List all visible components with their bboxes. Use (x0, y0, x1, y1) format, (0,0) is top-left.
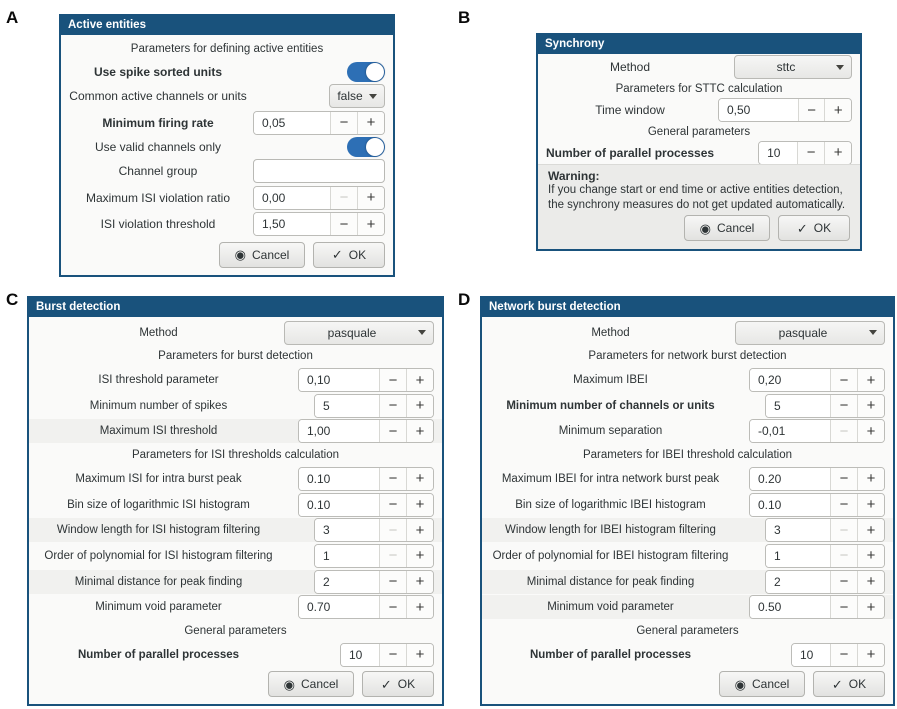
spin-widget (735, 518, 885, 542)
form-row (37, 321, 434, 345)
spin-widget (735, 570, 885, 594)
checkmark-icon: ✓ (796, 220, 808, 236)
spin-widget (735, 643, 885, 667)
decrement-button[interactable]: − (831, 644, 858, 666)
field-label: Order of polynomial for IBEI histogram filtering (492, 549, 729, 562)
field-label: Minimum separation (558, 425, 663, 438)
spinbox[interactable] (749, 493, 885, 517)
form-row (37, 368, 434, 392)
form-row (546, 79, 852, 99)
cancel-label: Cancel (716, 221, 755, 235)
spin-value[interactable]: 2 (766, 571, 831, 593)
form-row (29, 570, 442, 594)
form-row (482, 595, 893, 619)
decrement-button[interactable]: − (831, 494, 858, 516)
toggle-knob (366, 63, 384, 81)
figure-label-c: C (6, 290, 19, 309)
section-header: General parameters (184, 624, 287, 637)
field-label: Minimum void parameter (547, 601, 674, 614)
dialog-title: Active entities (61, 16, 393, 35)
form-row (490, 346, 885, 366)
ok-label: OK (848, 677, 867, 692)
field-label: Use spike sorted units (93, 64, 223, 79)
cancel-icon: ◉ (283, 676, 295, 692)
spinbox[interactable] (791, 643, 885, 667)
warning-title: Warning: (548, 169, 600, 184)
field-label: Maximum ISI violation ratio (85, 190, 231, 205)
increment-button[interactable]: + (358, 112, 384, 134)
form-row (69, 186, 385, 210)
form-row (490, 544, 885, 568)
field-label: Minimum number of channels or units (506, 399, 715, 412)
dropdown-widget (718, 55, 852, 79)
spinbox[interactable] (314, 570, 434, 594)
field-label: Number of parallel processes (546, 145, 715, 160)
spin-value[interactable]: 0,00 (254, 187, 331, 209)
spinbox[interactable] (749, 467, 885, 491)
form-row (490, 419, 885, 443)
field-label: Method (591, 326, 630, 339)
decrement-button[interactable]: − (831, 468, 858, 490)
increment-button[interactable]: + (858, 468, 884, 490)
spin-widget (284, 368, 434, 392)
spin-value[interactable]: 0,50 (719, 99, 799, 121)
dropdown-widget (284, 321, 434, 345)
field-label: Use valid channels only (94, 139, 222, 154)
cancel-icon: ◉ (734, 676, 746, 692)
ok-button[interactable] (313, 242, 385, 268)
ok-label: OK (813, 221, 832, 235)
decrement-button[interactable]: − (380, 468, 407, 490)
spin-widget (735, 544, 885, 568)
field-label: Minimum number of spikes (89, 399, 228, 412)
decrement-button[interactable]: − (380, 369, 407, 391)
warning-footer (538, 164, 860, 249)
spinbox[interactable] (314, 544, 434, 568)
text-widget (251, 159, 385, 183)
cancel-button[interactable] (684, 215, 770, 241)
spinbox[interactable] (749, 419, 885, 443)
dropdown-value: pasquale (327, 325, 377, 340)
spin-value[interactable]: 3 (315, 519, 380, 541)
dropdown-widget (251, 84, 385, 108)
chevron-down-icon (869, 330, 877, 335)
decrement-button[interactable]: − (799, 99, 826, 121)
decrement-button[interactable]: − (380, 596, 407, 618)
cancel-icon: ◉ (699, 220, 711, 236)
dialog-button-row (548, 212, 850, 244)
section-header: Parameters for STTC calculation (615, 82, 783, 95)
spin-widget (284, 493, 434, 517)
field-label: Method (609, 60, 651, 75)
spinbox[interactable] (758, 141, 852, 165)
increment-button[interactable]: + (407, 644, 433, 666)
spin-widget (251, 212, 385, 236)
form-row (37, 445, 434, 465)
dialog-active-entities (59, 14, 395, 277)
cancel-label: Cancel (251, 247, 290, 262)
ok-button[interactable] (778, 215, 850, 241)
toggle-widget (251, 137, 385, 157)
dropdown-value: pasquale (778, 325, 828, 340)
spin-widget (718, 141, 852, 165)
figure-label-a: A (6, 8, 19, 27)
increment-button[interactable]: + (407, 468, 433, 490)
section-header: Parameters for ISI thresholds calculation (131, 449, 340, 462)
spin-value[interactable]: 5 (315, 395, 380, 417)
increment-button[interactable]: + (858, 545, 884, 567)
channel-group-input[interactable] (253, 159, 385, 183)
dialog-button-row (37, 668, 434, 700)
dropdown[interactable] (734, 55, 852, 79)
toggle-knob (366, 138, 384, 156)
dialog-burst-detection (27, 296, 444, 706)
field-label: Window length for ISI histogram filtering (56, 524, 261, 537)
spinbox[interactable] (718, 98, 852, 122)
spinbox[interactable] (749, 595, 885, 619)
toggle-widget (251, 62, 385, 82)
spinbox[interactable] (298, 595, 434, 619)
spin-value[interactable]: 10 (759, 142, 798, 164)
cancel-button[interactable] (219, 242, 305, 268)
form-row (37, 621, 434, 641)
form-row (69, 84, 385, 108)
ok-label: OK (397, 677, 416, 692)
field-label: Minimal distance for peak finding (526, 575, 695, 588)
increment-button[interactable]: + (407, 420, 433, 442)
increment-button[interactable]: + (358, 187, 384, 209)
dialog-content (29, 317, 442, 704)
form-row (490, 321, 885, 345)
form-row (490, 445, 885, 465)
form-row (490, 621, 885, 641)
chevron-down-icon (836, 65, 844, 70)
dialog-button-row (490, 668, 885, 700)
spin-value[interactable]: 0.20 (750, 468, 831, 490)
spin-value[interactable]: 1 (315, 545, 380, 567)
form-row (29, 419, 442, 443)
dialog-button-row (69, 239, 385, 271)
decrement-button: − (331, 187, 358, 209)
form-row (37, 493, 434, 517)
checkmark-icon: ✓ (831, 676, 843, 692)
spin-value[interactable]: 0.70 (299, 596, 380, 618)
decrement-button[interactable]: − (380, 644, 407, 666)
spinbox[interactable] (765, 518, 885, 542)
increment-button[interactable]: + (825, 99, 851, 121)
decrement-button[interactable]: − (798, 142, 825, 164)
spinbox[interactable] (298, 493, 434, 517)
form-row (482, 518, 893, 542)
spin-widget (284, 643, 434, 667)
field-label: Number of parallel processes (77, 648, 240, 661)
dropdown[interactable] (735, 321, 885, 345)
increment-button[interactable]: + (407, 369, 433, 391)
spin-widget (284, 544, 434, 568)
dialog-network-burst-detection (480, 296, 895, 706)
increment-button[interactable]: + (858, 519, 884, 541)
spin-value[interactable]: 2 (315, 571, 380, 593)
form-row (37, 346, 434, 366)
increment-button[interactable]: + (858, 644, 884, 666)
spinbox[interactable] (765, 544, 885, 568)
field-label: Method (139, 326, 178, 339)
cancel-icon: ◉ (234, 247, 246, 263)
decrement-button: − (831, 545, 858, 567)
field-label: Bin size of logarithmic IBEI histogram (515, 498, 706, 511)
chevron-down-icon (369, 94, 377, 99)
increment-button[interactable]: + (858, 395, 884, 417)
spin-value[interactable]: 3 (766, 519, 831, 541)
checkmark-icon: ✓ (380, 676, 392, 692)
spin-value[interactable]: 0.10 (299, 494, 380, 516)
section-header: Parameters for IBEI threshold calculation (582, 449, 793, 462)
form-row (69, 39, 385, 59)
decrement-button[interactable]: − (331, 213, 358, 235)
dialog-title: Network burst detection (482, 298, 893, 317)
spin-widget (718, 98, 852, 122)
increment-button[interactable]: + (858, 494, 884, 516)
spinbox[interactable] (253, 186, 385, 210)
form-row (69, 159, 385, 183)
cancel-button[interactable] (719, 671, 805, 697)
form-row (37, 595, 434, 619)
dialog-title: Burst detection (29, 298, 442, 317)
chevron-down-icon (418, 330, 426, 335)
form-row (482, 570, 893, 594)
form-row (29, 518, 442, 542)
field-label: Minimum firing rate (102, 115, 214, 130)
field-label: Order of polynomial for ISI histogram filtering (44, 549, 273, 562)
decrement-button[interactable]: − (380, 420, 407, 442)
field-label: Maximum IBEI for intra network burst peak (501, 472, 720, 485)
spin-value[interactable]: -0,01 (750, 420, 831, 442)
spin-value[interactable]: 0.10 (299, 468, 380, 490)
form-row (69, 62, 385, 82)
spin-widget (735, 368, 885, 392)
decrement-button: − (831, 420, 858, 442)
spin-value[interactable]: 1,50 (254, 213, 331, 235)
spin-widget (735, 419, 885, 443)
decrement-button: − (380, 545, 407, 567)
dialog-synchrony (536, 33, 862, 251)
decrement-button: − (831, 519, 858, 541)
ok-button[interactable] (362, 671, 434, 697)
spinbox[interactable] (314, 518, 434, 542)
spin-value[interactable]: 0,05 (254, 112, 331, 134)
section-header: General parameters (636, 624, 739, 637)
dropdown-value: sttc (776, 60, 796, 75)
form-row (546, 56, 852, 79)
spinbox[interactable] (253, 111, 385, 135)
increment-button[interactable]: + (407, 571, 433, 593)
spin-widget (284, 467, 434, 491)
toggle-switch[interactable] (347, 62, 385, 82)
spin-widget (284, 518, 434, 542)
increment-button[interactable]: + (407, 494, 433, 516)
form-row (546, 122, 852, 142)
field-label: ISI threshold parameter (98, 374, 219, 387)
spin-widget (284, 595, 434, 619)
cancel-button[interactable] (268, 671, 354, 697)
section-header: Parameters for burst detection (158, 350, 313, 363)
decrement-button[interactable]: − (380, 395, 407, 417)
spin-widget (284, 419, 434, 443)
increment-button[interactable]: + (858, 420, 884, 442)
dropdown[interactable] (284, 321, 434, 345)
checkmark-icon: ✓ (331, 247, 343, 263)
field-label: ISI violation threshold (100, 217, 216, 232)
form-row (69, 212, 385, 236)
form-row (69, 111, 385, 135)
field-label: Window length for IBEI histogram filtering (505, 524, 716, 537)
section-header: Parameters for defining active entities (130, 43, 324, 56)
decrement-button[interactable]: − (831, 395, 858, 417)
spin-widget (284, 394, 434, 418)
spinbox[interactable] (749, 368, 885, 392)
section-header: General parameters (647, 125, 751, 138)
increment-button[interactable]: + (407, 596, 433, 618)
spinbox[interactable] (314, 394, 434, 418)
dropdown-widget (735, 321, 885, 345)
dialog-content (61, 35, 393, 275)
spin-widget (735, 467, 885, 491)
cancel-label: Cancel (300, 677, 339, 692)
field-label: Common active channels or units (69, 89, 247, 104)
spin-widget (735, 394, 885, 418)
increment-button[interactable]: + (407, 395, 433, 417)
field-label: Minimal distance for peak finding (74, 575, 243, 588)
form-row (37, 394, 434, 418)
spin-widget (735, 595, 885, 619)
spin-value[interactable]: 1 (766, 545, 831, 567)
spin-value[interactable]: 0.10 (750, 494, 831, 516)
increment-button[interactable]: + (825, 142, 851, 164)
increment-button[interactable]: + (858, 596, 884, 618)
spin-value[interactable]: 0,10 (299, 369, 380, 391)
ok-button[interactable] (813, 671, 885, 697)
field-label: Channel group (118, 164, 198, 179)
dialog-title: Synchrony (538, 35, 860, 54)
spin-widget (735, 493, 885, 517)
spin-widget (251, 111, 385, 135)
form-row (490, 493, 885, 517)
spin-value[interactable]: 10 (792, 644, 831, 666)
figure-label-b: B (458, 8, 471, 27)
spin-value[interactable]: 10 (341, 644, 380, 666)
spin-widget (284, 570, 434, 594)
figure-label-d: D (458, 290, 471, 309)
spinbox[interactable] (298, 419, 434, 443)
increment-button[interactable]: + (407, 545, 433, 567)
dropdown[interactable] (329, 84, 385, 108)
spin-value[interactable]: 1,00 (299, 420, 380, 442)
field-label: Time window (595, 103, 665, 118)
spin-value[interactable]: 0.50 (750, 596, 831, 618)
form-row (546, 142, 852, 165)
spinbox[interactable] (765, 394, 885, 418)
spinbox[interactable] (765, 570, 885, 594)
spin-widget (251, 186, 385, 210)
field-label: Maximum IBEI (573, 374, 648, 387)
form-row (490, 368, 885, 392)
section-header: Parameters for network burst detection (588, 350, 787, 363)
spinbox[interactable] (298, 368, 434, 392)
form-row (37, 467, 434, 491)
spin-value[interactable]: 0,20 (750, 369, 831, 391)
field-label: Maximum ISI for intra burst peak (75, 472, 242, 485)
increment-button[interactable]: + (858, 369, 884, 391)
decrement-button[interactable]: − (831, 571, 858, 593)
decrement-button[interactable]: − (331, 112, 358, 134)
toggle-switch[interactable] (347, 137, 385, 157)
dropdown-value: false (337, 89, 363, 104)
increment-button[interactable]: + (858, 571, 884, 593)
field-label: Maximum ISI threshold (99, 425, 218, 438)
increment-button[interactable]: + (407, 519, 433, 541)
spinbox[interactable] (340, 643, 434, 667)
dialog-content (482, 317, 893, 704)
form-row (69, 137, 385, 157)
spinbox[interactable] (298, 467, 434, 491)
decrement-button[interactable]: − (380, 571, 407, 593)
form-row (37, 643, 434, 667)
form-row (546, 99, 852, 122)
ok-label: OK (348, 247, 367, 262)
field-label: Number of parallel processes (529, 648, 692, 661)
decrement-button: − (380, 519, 407, 541)
warning-text: If you change start or end time or active entities detection, the synchrony measures do not get updated automatically. (548, 184, 846, 211)
decrement-button[interactable]: − (831, 369, 858, 391)
dialog-content (538, 54, 860, 249)
field-label: Minimum void parameter (95, 601, 222, 614)
form-row (37, 544, 434, 568)
field-label: Bin size of logarithmic ISI histogram (67, 498, 250, 511)
spin-value[interactable]: 5 (766, 395, 831, 417)
form-row (490, 643, 885, 667)
increment-button[interactable]: + (358, 213, 384, 235)
spinbox[interactable] (253, 212, 385, 236)
decrement-button[interactable]: − (831, 596, 858, 618)
form-row (490, 467, 885, 491)
decrement-button[interactable]: − (380, 494, 407, 516)
form-row (490, 394, 885, 418)
cancel-label: Cancel (751, 677, 790, 692)
